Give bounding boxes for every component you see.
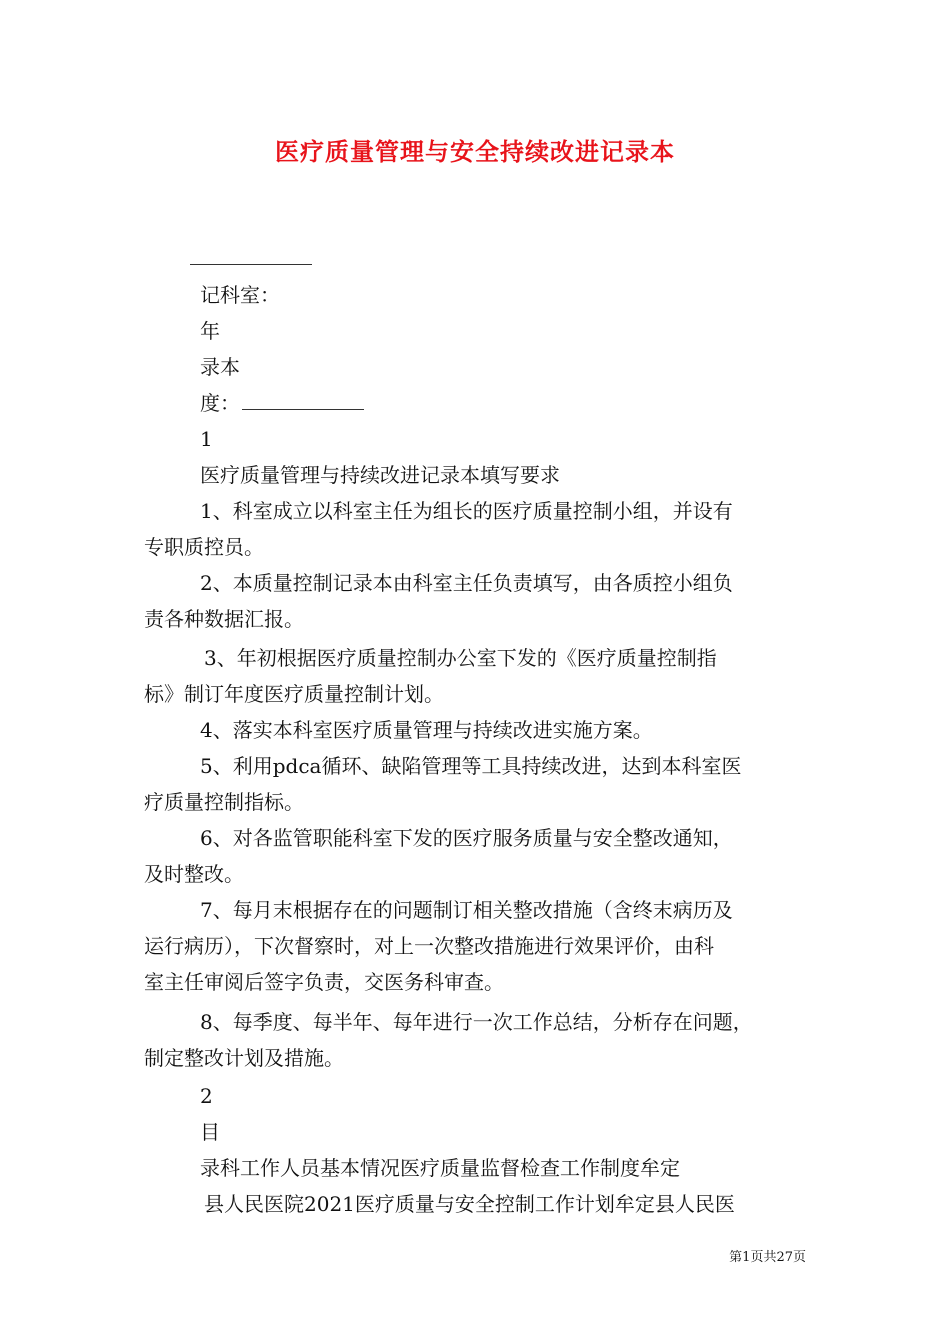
requirement-line: 1、科室成立以科室主任为组长的医疗质量控制小组，并设有: [200, 499, 733, 523]
requirements-heading: 医疗质量管理与持续改进记录本填写要求: [200, 463, 560, 487]
toc-heading: 目: [200, 1120, 220, 1144]
requirement-line: 运行病历），下次督察时，对上一次整改措施进行效果评价，由科: [144, 934, 714, 958]
requirement-line: 6、对各监管职能科室下发的医疗服务质量与安全整改通知，: [200, 826, 733, 850]
toc-line: 县人民医院2021医疗质量与安全控制工作计划牟定县人民医: [204, 1192, 735, 1216]
requirement-line: 及时整改。: [144, 862, 244, 886]
degree-blank: [242, 395, 364, 410]
page-number-1: 1: [200, 427, 213, 451]
requirement-line: 7、每月末根据存在的问题制订相关整改措施（含终末病历及: [200, 898, 733, 922]
page-number-2: 2: [200, 1084, 213, 1108]
page-footer: 第1页共27页: [729, 1250, 806, 1265]
requirement-line: 2、本质量控制记录本由科室主任负责填写，由各质控小组负: [200, 571, 733, 595]
requirement-line: 5、利用pdca循环、缺陷管理等工具持续改进，达到本科室医: [200, 754, 742, 778]
cover-line-record: 录本: [200, 355, 240, 379]
requirement-line: 专职质控员。: [144, 535, 264, 559]
requirement-line: 标》制订年度医疗质量控制计划。: [144, 682, 444, 706]
requirement-line: 室主任审阅后签字负责，交医务科审查。: [144, 970, 504, 994]
signature-rule: [190, 264, 312, 265]
cover-line-degree: [200, 390, 364, 416]
cover-line-department: 记科室：: [200, 283, 280, 307]
cover-line-year: 年: [200, 319, 220, 343]
requirement-line: 3、年初根据医疗质量控制办公室下发的《医疗质量控制指: [204, 646, 717, 670]
toc-line: 录科工作人员基本情况医疗质量监督检查工作制度牟定: [200, 1156, 680, 1180]
requirement-line: 8、每季度、每半年、每年进行一次工作总结，分析存在问题，: [200, 1010, 753, 1034]
requirement-line: 疗质量控制指标。: [144, 790, 304, 814]
requirement-line: 制定整改计划及措施。: [144, 1046, 344, 1070]
cover-line-degree-label: 度：: [200, 391, 240, 415]
requirement-line: 责各种数据汇报。: [144, 607, 304, 631]
requirement-line: 4、落实本科室医疗质量管理与持续改进实施方案。: [200, 718, 653, 742]
document-title: 医疗质量管理与安全持续改进记录本: [275, 137, 675, 166]
